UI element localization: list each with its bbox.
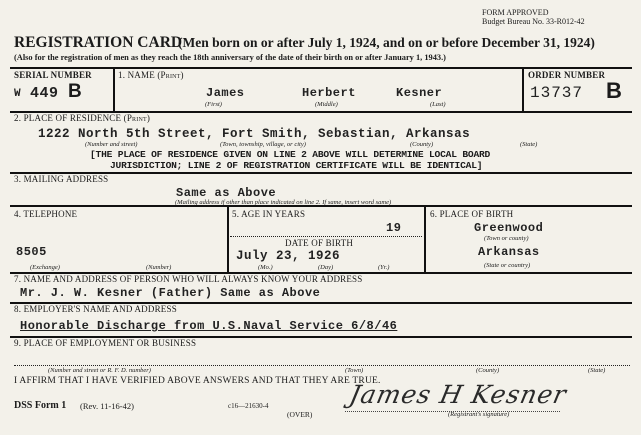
employer-label: 8. EMPLOYER'S NAME AND ADDRESS (14, 304, 177, 314)
birthplace-label: 6. PLACE OF BIRTH (430, 209, 514, 219)
dob-cap-mo: (Mo.) (258, 264, 273, 271)
residence-cap-street: (Number and street) (85, 141, 138, 148)
contact-value: Mr. J. W. Kesner (Father) Same as Above (20, 286, 321, 300)
signature-caption: (Registrant's signature) (448, 411, 510, 418)
dob-label: DATE OF BIRTH (285, 238, 354, 248)
employment-cap-town: (Town) (345, 367, 364, 374)
card-title: REGISTRATION CARD (14, 34, 183, 51)
dob-value: July 23, 1926 (236, 249, 341, 263)
birthplace-state: Arkansas (478, 245, 540, 259)
employer-value: Honorable Discharge from U.S.Naval Service 6/8/46 (20, 319, 398, 333)
name-middle: Herbert (302, 86, 356, 100)
serial-suffix: B (68, 81, 82, 102)
telephone-cap-number: (Number) (146, 264, 172, 271)
order-number-value: 13737 (530, 84, 584, 102)
order-suffix: B (606, 78, 622, 103)
birthplace-town: Greenwood (474, 221, 544, 235)
card-title-note: (Men born on or after July 1, 1924, and on or before December 31, 1924) (178, 35, 595, 50)
card-subtitle: (Also for the registration of men as they reach the 18th anniversary of the date of their birth on or after January 1, 1943.) (14, 53, 446, 62)
residence-label: 2. PLACE OF RESIDENCE (Print) (14, 113, 151, 123)
birthplace-cap-town: (Town or county) (484, 235, 529, 242)
name-last: Kesner (396, 86, 443, 100)
registrant-signature: James H Kesner (346, 380, 570, 409)
residence-notice-2: JURISDICTION; LINE 2 OF REGISTRATION CERTIFICATE WILL BE IDENTICAL] (110, 160, 483, 171)
serial-number-value: 449 (30, 85, 59, 102)
form-number: DSS Form 1 (14, 400, 67, 411)
mailing-value: Same as Above (176, 186, 277, 200)
birthplace-cap-state: (State or country) (484, 262, 531, 269)
name-first: James (206, 86, 245, 100)
dob-cap-day: (Day) (318, 264, 334, 271)
serial-number-label: SERIAL NUMBER (14, 70, 92, 80)
form-approved (482, 8, 585, 26)
form-approved-line2: Budget Bureau No. 33-R012-42 (482, 17, 585, 26)
name-cap-first: (First) (205, 101, 222, 108)
residence-notice-1: [THE PLACE OF RESIDENCE GIVEN ON LINE 2 ABOVE WILL DETERMINE LOCAL BOARD (90, 149, 491, 160)
residence-cap-county: (County) (410, 141, 434, 148)
form-revision: (Rev. 11-16-42) (80, 401, 134, 411)
mailing-label: 3. MAILING ADDRESS (14, 174, 109, 184)
telephone-label: 4. TELEPHONE (14, 209, 78, 219)
employment-label: 9. PLACE OF EMPLOYMENT OR BUSINESS (14, 338, 197, 348)
affirm-statement: I AFFIRM THAT I HAVE VERIFIED ABOVE ANSWERS AND THAT THEY ARE TRUE. (14, 376, 381, 386)
name-cap-last: (Last) (430, 101, 446, 108)
residence-cap-state: (State) (520, 141, 538, 148)
name-label: 1. NAME (Print) (118, 70, 184, 80)
contact-label: 7. NAME AND ADDRESS OF PERSON WHO WILL ALWAYS KNOW YOUR ADDRESS (14, 274, 363, 284)
age-value: 19 (386, 221, 402, 235)
residence-cap-town: (Town, township, village, or city) (220, 141, 306, 148)
serial-prefix: W (14, 88, 22, 100)
employment-cap-street: (Number and street or R. F. D. number) (48, 367, 151, 374)
age-label: 5. AGE IN YEARS (232, 209, 306, 219)
telephone-value: 8505 (16, 245, 47, 259)
employment-cap-county: (County) (476, 367, 500, 374)
residence-value: 1222 North 5th Street, Fort Smith, Sebastian, Arkansas (38, 127, 471, 141)
form-approved-line1: FORM APPROVED (482, 8, 549, 17)
name-cap-middle: (Middle) (315, 101, 338, 108)
dob-cap-yr: (Yr.) (378, 264, 390, 271)
telephone-cap-exchange: (Exchange) (30, 264, 60, 271)
order-number-label: ORDER NUMBER (528, 70, 606, 80)
employment-cap-state: (State) (588, 367, 606, 374)
form-code: c16—21630-4 (228, 402, 269, 410)
over-note: (OVER) (287, 410, 313, 419)
mailing-cap: (Mailing address if other than place indicated on line 2. If same, insert word same) (175, 199, 392, 206)
